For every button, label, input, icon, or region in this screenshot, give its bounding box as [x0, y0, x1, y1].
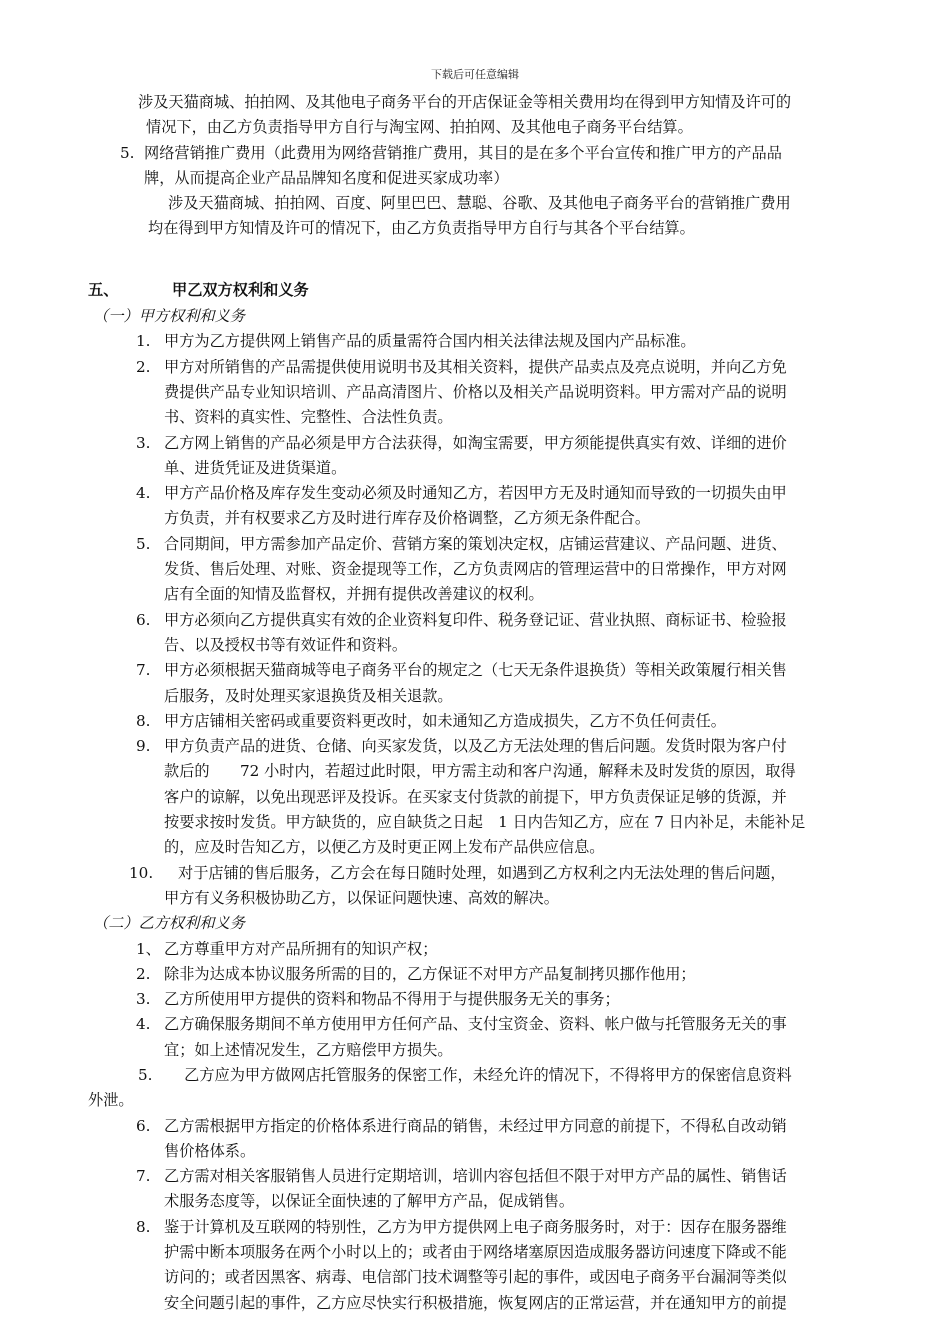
party-a-item-line — [88, 886, 863, 911]
party-a-item-text: 甲方对所销售的产品需提供使用说明书及其相关资料，提供产品卖点及亮点说明，并向乙方免 — [164, 357, 787, 376]
party-a-item-line — [88, 861, 863, 886]
party-b-item-line — [88, 962, 863, 987]
party-a-item-number: 6. — [136, 610, 151, 629]
party-a-item-text: 甲方为乙方提供网上销售产品的质量需符合国内相关法律法规及国内产品标准。 — [164, 332, 696, 351]
party-b-item-line — [88, 1291, 863, 1316]
party-b-item-line — [88, 1164, 863, 1189]
party-b-item-number: 3. — [136, 990, 151, 1009]
party-b-item-line — [88, 1189, 863, 1214]
party-a-item-text: 的，应及时告知乙方，以便乙方及时更正网上发布产品供应信息。 — [164, 838, 605, 857]
party-a-item-line — [88, 532, 863, 557]
subsection-title-b: （二）乙方权利和义务 — [93, 914, 245, 933]
party-b-item-text: 乙方尊重甲方对产品所拥有的知识产权； — [164, 939, 438, 958]
party-b-item-line — [88, 1240, 863, 1265]
party-a-item-text: 告、以及授权书等有效证件和资料。 — [164, 635, 407, 654]
party-a-item-line — [88, 785, 863, 810]
party-b-item-5 — [88, 1063, 863, 1088]
intro-line: 情况下，由乙方负责指导甲方自行与淘宝网、拍拍网、及其他电子商务平台结算。 — [146, 118, 693, 137]
page-header: 下载后可任意编辑 — [431, 68, 519, 81]
party-b-item-number: 2. — [136, 964, 151, 983]
party-a-item-text: 甲方店铺相关密码或重要资料更改时，如未通知乙方造成损失，乙方不负任何责任。 — [164, 711, 726, 730]
party-a-item-line — [88, 355, 863, 380]
fee-item-5-line: 涉及天猫商城、拍拍网、百度、阿里巴巴、慧聪、谷歌、及其他电子商务平台的营销推广费用 — [168, 194, 791, 213]
party-b-item-number: 6. — [136, 1116, 151, 1135]
party-a-item-line — [88, 380, 863, 405]
party-a-item-line — [88, 835, 863, 860]
party-a-item-line — [88, 734, 863, 759]
party-a-item-text: 甲方必须根据天猫商城等电子商务平台的规定之（七天无条件退换货）等相关政策履行相关售 — [164, 661, 787, 680]
party-a-item-line — [88, 810, 863, 835]
party-b-item-text: 宜；如上述情况发生，乙方赔偿甲方损失。 — [164, 1040, 453, 1059]
party-a-item-number: 3. — [136, 433, 151, 452]
party-a-item-line — [88, 456, 863, 481]
party-a-item-line — [88, 684, 863, 709]
party-b-item-text: 护需中断本项服务在两个小时以上的；或者由于网络堵塞原因造成服务器访问速度下降或不能 — [164, 1243, 787, 1262]
party-a-item-text: 甲方有义务积极协助乙方，以保证问题快速、高效的解决。 — [164, 888, 559, 907]
party-a-item-line — [88, 431, 863, 456]
party-a-item-text: 甲方负责产品的进货、仓储、向买家发货，以及乙方无法处理的售后问题。发货时限为客户付 — [164, 737, 787, 756]
party-b-item-5-line: 乙方应为甲方做网店托管服务的保密工作，未经允许的情况下，不得将甲方的保密信息资料 — [184, 1065, 792, 1084]
party-b-item-number: 8. — [136, 1217, 151, 1236]
party-a-item-text: 书、资料的真实性、完整性、合法性负责。 — [164, 408, 453, 427]
party-b-item-text: 除非为达成本协议服务所需的目的，乙方保证不对甲方产品复制拷贝挪作他用； — [164, 964, 696, 983]
party-b-item-line — [88, 1265, 863, 1290]
fee-item-5-line: 牌，从而提高企业产品品牌知名度和促进买家成功率） — [144, 168, 509, 187]
party-a-item-text: 客户的谅解，以免出现恶评及投诉。在买家支付货款的前提下，甲方负责保证足够的货源，并 — [164, 787, 787, 806]
section-title: 甲乙双方权利和义务 — [172, 280, 309, 299]
party-b-item-text: 售价格体系。 — [164, 1141, 256, 1160]
party-a-item-text: 款后的 72 小时内，若超过此时限，甲方需主动和客户沟通，解释未及时发货的原因，取得 — [164, 762, 796, 781]
party-a-item-text: 对于店铺的售后服务，乙方会在每日随时处理，如遇到乙方权利之内无法处理的售后问题， — [178, 863, 786, 882]
section-number: 五、 — [88, 280, 119, 299]
party-b-item-line — [88, 987, 863, 1012]
party-b-item-line — [88, 937, 863, 962]
party-a-item-line — [88, 405, 863, 430]
party-a-item-number: 4. — [136, 484, 151, 503]
subsection-title-a: （一）甲方权利和义务 — [93, 307, 245, 326]
party-a-item-10 — [88, 861, 863, 912]
party-a-item-line — [88, 658, 863, 683]
party-a-item-number: 10. — [129, 863, 154, 882]
party-b-item-text: 乙方所使用甲方提供的资料和物品不得用于与提供服务无关的事务； — [164, 990, 620, 1009]
party-a-item-line — [88, 481, 863, 506]
party-b-item-text: 乙方需对相关客服销售人员进行定期培训，培训内容包括但不限于对甲方产品的属性、销售话 — [164, 1167, 787, 1186]
section-heading — [88, 279, 863, 304]
party-a-item-line — [88, 557, 863, 582]
party-b-item-line — [88, 1114, 863, 1139]
party-a-item-text: 按要求按时发货。甲方缺货的，应自缺货之日起 1 日内告知乙方，应在 7 日内补足，未能补足 — [164, 813, 806, 832]
document-body — [88, 90, 863, 1316]
party-a-item-line — [88, 506, 863, 531]
fee-item-5-line: 网络营销推广费用（此费用为网络营销推广费用，其目的是在多个平台宣传和推广甲方的产品品 — [144, 143, 782, 162]
party-a-list — [88, 329, 863, 860]
party-a-item-line — [88, 759, 863, 784]
party-a-item-line — [88, 709, 863, 734]
party-a-item-line — [88, 633, 863, 658]
fee-item-5-line: 均在得到甲方知情及许可的情况下，由乙方负责指导甲方自行与其各个平台结算。 — [148, 219, 695, 238]
party-a-item-text: 方负责，并有权要求乙方及时进行库存及价格调整，乙方须无条件配合。 — [164, 509, 650, 528]
party-a-item-text: 甲方产品价格及库存发生变动必须及时通知乙方，若因甲方无及时通知而导致的一切损失由甲 — [164, 484, 787, 503]
intro-line: 涉及天猫商城、拍拍网、及其他电子商务平台的开店保证金等相关费用均在得到甲方知情及许可的 — [138, 93, 792, 111]
party-a-item-number: 8. — [136, 711, 151, 730]
party-b-list-continued — [88, 1114, 863, 1316]
party-a-item-line — [88, 582, 863, 607]
party-b-item-number: 7. — [136, 1167, 151, 1186]
party-a-item-text: 单、进货凭证及进货渠道。 — [164, 458, 347, 477]
party-b-item-text: 鉴于计算机及互联网的特别性，乙方为甲方提供网上电子商务服务时，对于：因存在服务器维 — [164, 1217, 787, 1236]
party-a-item-text: 费提供产品专业知识培训、产品高清图片、价格以及相关产品说明资料。甲方需对产品的说明 — [164, 382, 787, 401]
party-a-item-text: 发货、售后处理、对账、资金提现等工作，乙方负责网店的管理运营中的日常操作，甲方对网 — [164, 560, 787, 579]
party-a-item-number: 1. — [136, 332, 151, 351]
party-a-item-text: 甲方必须向乙方提供真实有效的企业资料复印件、税务登记证、营业执照、商标证书、检验报 — [164, 610, 787, 629]
party-a-item-text: 乙方网上销售的产品必须是甲方合法获得，如淘宝需要，甲方须能提供真实有效、详细的进价 — [164, 433, 787, 452]
party-b-item-5-number: 5. — [138, 1065, 153, 1084]
party-b-item-text: 访问的；或者因黑客、病毒、电信部门技术调整等引起的事件，或因电子商务平台漏洞等类似 — [164, 1268, 787, 1287]
party-b-item-line — [88, 1012, 863, 1037]
party-b-item-line — [88, 1139, 863, 1164]
party-b-item-5-tail: 外泄。 — [88, 1091, 134, 1110]
party-b-item-text: 乙方确保服务期间不单方使用甲方任何产品、支付宝资金、资料、帐户做与托管服务无关的事 — [164, 1015, 787, 1034]
party-a-item-line — [88, 608, 863, 633]
fee-item-5-number: 5. — [120, 143, 135, 162]
party-b-list — [88, 937, 863, 1063]
party-a-item-text: 后服务，及时处理买家退换货及相关退款。 — [164, 686, 453, 705]
party-b-item-line — [88, 1038, 863, 1063]
party-b-item-number: 4. — [136, 1015, 151, 1034]
fee-item-5 — [88, 141, 863, 166]
party-b-item-line — [88, 1215, 863, 1240]
party-a-item-number: 9. — [136, 737, 151, 756]
party-a-item-number: 5. — [136, 534, 151, 553]
party-a-item-text: 合同期间，甲方需参加产品定价、营销方案的策划决定权，店铺运营建议、产品问题、进货、 — [164, 534, 787, 553]
party-b-item-text: 术服务态度等，以保证全面快速的了解甲方产品，促成销售。 — [164, 1192, 575, 1211]
party-b-item-text: 安全问题引起的事件，乙方应尽快实行积极措施，恢复网店的正常运营，并在通知甲方的前提 — [164, 1293, 787, 1312]
party-b-item-text: 乙方需根据甲方指定的价格体系进行商品的销售，未经过甲方同意的前提下，不得私自改动销 — [164, 1116, 787, 1135]
party-a-item-line — [88, 329, 863, 354]
party-b-item-number: 1、 — [136, 939, 161, 958]
party-a-item-number: 7. — [136, 661, 151, 680]
party-a-item-text: 店有全面的知情及监督权，并拥有提供改善建议的权利。 — [164, 585, 544, 604]
party-a-item-number: 2. — [136, 357, 151, 376]
